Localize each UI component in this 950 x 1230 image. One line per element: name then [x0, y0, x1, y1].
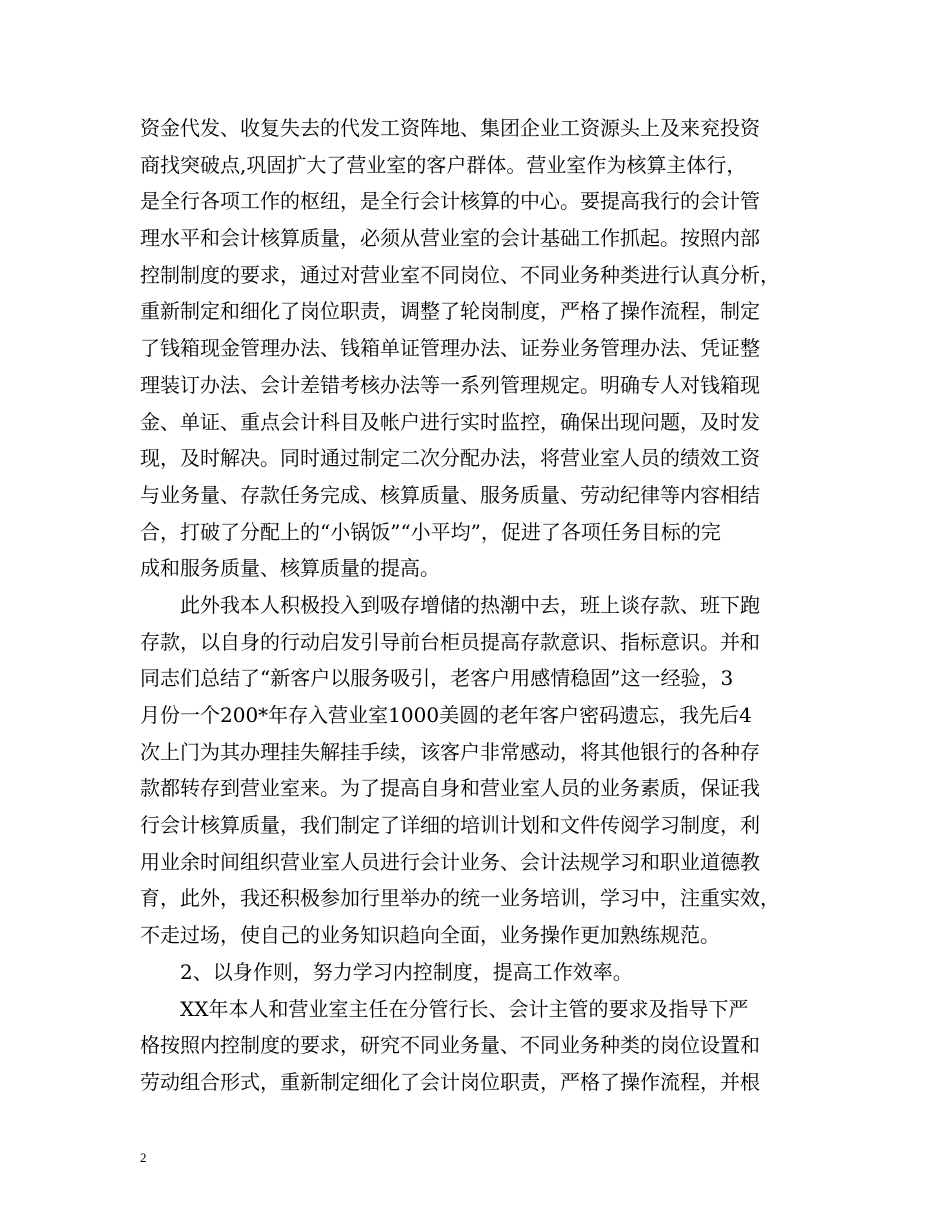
text-line: 存款，以自身的行动启发引导前台柜员提高存款意识、指标意识。并和: [140, 629, 760, 654]
text-line: 与业务量、存款任务完成、核算质量、服务质量、劳动纪律等内容相结: [140, 482, 760, 507]
page-number: 2: [140, 1150, 147, 1165]
text-line: 2、以身作则，努力学习内控制度，提高工作效率。: [140, 959, 633, 984]
text-line: 格按照内控制度的要求，研究不同业务量、不同业务种类的岗位设置和: [140, 1033, 760, 1058]
text-line: 次上门为其办理挂失解挂手续，该客户非常感动，将其他银行的各种存: [140, 739, 760, 764]
text-line: 现，及时解决。同时通过制定二次分配办法，将营业室人员的绩效工资: [140, 446, 760, 471]
text-line: 合，打破了分配上的“小锅饭”“小平均”，促进了各项任务目标的完: [140, 519, 721, 544]
body-text: [140, 110, 820, 1101]
text-line: 同志们总结了“新客户以服务吸引，老客户用感情稳固”这一经验，3: [140, 666, 734, 691]
text-line: 月份一个200*年存入营业室1000美圆的老年客户密码遗忘，我先后4: [140, 703, 752, 727]
text-line: 此外我本人积极投入到吸存增储的热潮中去，班上谈存款、班下跑: [140, 592, 760, 617]
text-line: 劳动组合形式，重新制定细化了会计岗位职责，严格了操作流程，并根: [140, 1069, 760, 1094]
text-line: 是全行各项工作的枢纽，是全行会计核算的中心。要提高我行的会计管: [140, 189, 760, 214]
text-line: 不走过场，使自己的业务知识趋向全面，业务操作更加熟练规范。: [140, 923, 720, 948]
text-line: 行会计核算质量，我们制定了详细的培训计划和文件传阅学习制度，利: [140, 813, 760, 838]
text-line: 成和服务质量、核算质量的提高。: [140, 556, 440, 581]
text-line: 控制制度的要求，通过对营业室不同岗位、不同业务种类进行认真分析，: [140, 262, 780, 287]
text-line: 理装订办法、会计差错考核办法等一系列管理规定。明确专人对钱箱现: [140, 372, 760, 397]
text-line: 了钱箱现金管理办法、钱箱单证管理办法、证券业务管理办法、凭证整: [140, 336, 760, 361]
text-line: 重新制定和细化了岗位职责，调整了轮岗制度，严格了操作流程，制定: [140, 299, 760, 324]
text-line: 理水平和会计核算质量，必须从营业室的会计基础工作抓起。按照内部: [140, 226, 760, 251]
text-line: 金、单证、重点会计科目及帐户进行实时监控，确保出现问题，及时发: [140, 409, 760, 434]
text-line: 育，此外，我还积极参加行里举办的统一业务培训，学习中，注重实效，: [140, 886, 780, 911]
text-line: 用业余时间组织营业室人员进行会计业务、会计法规学习和职业道德教: [140, 849, 760, 874]
text-line: 款都转存到营业室来。为了提高自身和营业室人员的业务素质，保证我: [140, 776, 760, 801]
text-line: XX年本人和营业室主任在分管行长、会计主管的要求及指导下严: [140, 996, 749, 1021]
text-line: 资金代发、收复失去的代发工资阵地、集团企业工资源头上及来兖投资: [140, 116, 760, 140]
text-line: 商找突破点,巩固扩大了营业室的客户群体。营业室作为核算主体行，: [140, 152, 747, 177]
